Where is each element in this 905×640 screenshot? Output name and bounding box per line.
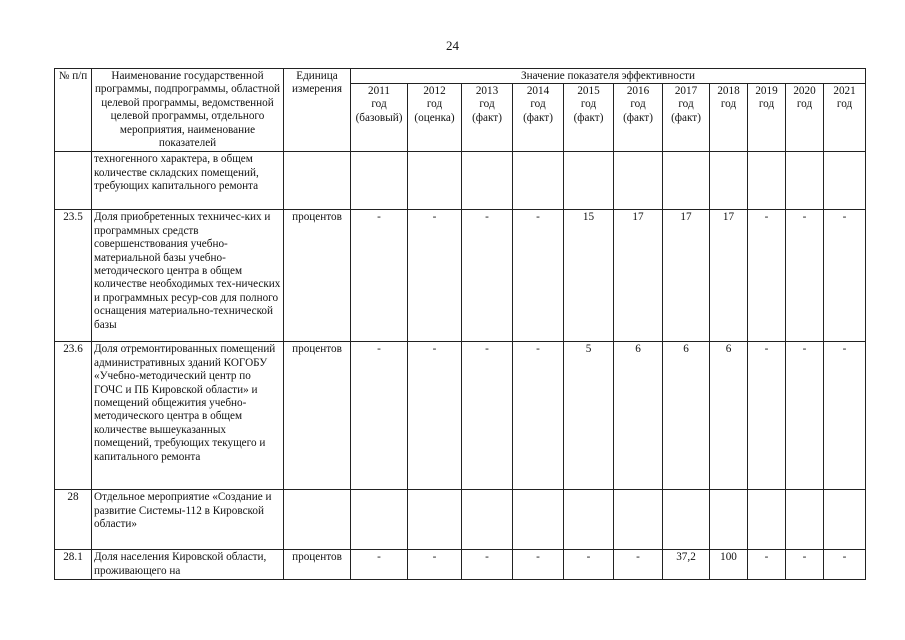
value-cell [462,152,513,210]
value-cell [564,490,614,550]
year-header-line: (факт) [623,111,653,124]
value-cell [786,490,824,550]
header-name: Наименование государственной программы, подпрограммы, областной целевой программы, ведомственной целевой программы, отдельного мероприятия, наименование показателей [92,69,284,152]
year-header-2021 [824,84,866,152]
value-cell: - [462,210,513,342]
year-header-line: (факт) [573,111,604,124]
value-cell: - [824,210,866,342]
value-cell: 37,2 [663,550,710,580]
header-num: № п/п [55,69,92,152]
year-header-line: (факт) [671,111,701,124]
indicator-name: Доля населения Кировской области, проживающего на [92,550,284,580]
value-cell: - [462,342,513,490]
year-header-line: 2018 [717,85,740,97]
header-values: Значение показателя эффективности [351,69,866,84]
value-cell: - [748,550,786,580]
value-cell: - [748,342,786,490]
value-cell [748,152,786,210]
year-header-2013 [462,84,513,152]
unit-of-measure: процентов [284,210,351,342]
row-number [55,152,92,210]
year-header-line: 2012 [423,85,446,97]
value-cell: 6 [614,342,663,490]
row-number: 28 [55,490,92,550]
value-cell: - [786,342,824,490]
indicator-name: Доля приобретенных техничес-ких и программных средств совершенствования учебно-материальной базы учебно-методического центра в общем количестве необходимых тех-нических и программных ресур-сов для полного оснащения материально-технической базы [92,210,284,342]
year-header-line: (факт) [472,111,502,124]
year-header-line: год [580,98,597,111]
year-header-line: год [371,98,387,111]
year-header-line: год [758,98,775,111]
value-cell [564,152,614,210]
value-cell: - [408,550,462,580]
unit-of-measure [284,152,351,210]
value-cell: 5 [564,342,614,490]
year-header-2016 [614,84,663,152]
table-row [55,342,866,490]
year-header-line: (оценка) [414,111,455,124]
value-cell: - [408,342,462,490]
year-header-line: 2011 [368,85,390,97]
year-header-line: 2019 [755,85,778,97]
value-cell: - [351,342,408,490]
value-cell [614,490,663,550]
value-cell: - [824,550,866,580]
year-header-line: (факт) [523,111,553,124]
year-header-2018 [710,84,748,152]
value-cell: - [462,550,513,580]
value-cell: - [564,550,614,580]
year-header-2012 [408,84,462,152]
value-cell: 6 [710,342,748,490]
year-header-line: год [836,98,853,111]
year-header-2019 [748,84,786,152]
value-cell: - [786,550,824,580]
year-header-line: год [796,98,813,111]
year-header-line: 2021 [833,85,856,97]
value-cell [513,490,564,550]
value-cell: - [786,210,824,342]
year-header-line: 2020 [793,85,816,97]
year-header-line: (базовый) [355,111,403,124]
row-number: 23.5 [55,210,92,342]
value-cell: - [513,210,564,342]
unit-of-measure: процентов [284,550,351,580]
value-cell: - [351,210,408,342]
indicator-name: Отдельное мероприятие «Создание и развитие Системы-112 в Кировской области» [92,490,284,550]
value-cell [408,490,462,550]
value-cell: - [408,210,462,342]
value-cell: - [513,342,564,490]
year-header-line: год [720,98,737,111]
value-cell [663,152,710,210]
year-header-2015 [564,84,614,152]
year-header-line: год [479,98,495,111]
year-header-line: 2015 [577,85,600,97]
year-header-2020 [786,84,824,152]
value-cell [663,490,710,550]
value-cell [408,152,462,210]
value-cell [786,152,824,210]
year-header-line: год [678,98,694,111]
year-header-line: 2013 [475,85,499,97]
value-cell [824,152,866,210]
value-cell: - [351,550,408,580]
row-number: 23.6 [55,342,92,490]
value-cell: - [614,550,663,580]
year-header-line: 2014 [526,85,550,97]
value-cell: - [748,210,786,342]
value-cell: 17 [663,210,710,342]
efficiency-indicators-table [54,68,866,580]
year-header-2011 [351,84,408,152]
unit-of-measure: процентов [284,342,351,490]
value-cell: 100 [710,550,748,580]
year-header-line: год [530,98,546,111]
value-cell [513,152,564,210]
value-cell [748,490,786,550]
table-row [55,152,866,210]
table-row [55,550,866,580]
value-cell [351,490,408,550]
value-cell [351,152,408,210]
table-row [55,490,866,550]
value-cell [710,490,748,550]
value-cell [824,490,866,550]
value-cell: 17 [614,210,663,342]
value-cell: 17 [710,210,748,342]
table-body [55,152,866,580]
year-header-line: год [630,98,646,111]
year-header-line: 2016 [626,85,650,97]
value-cell: - [824,342,866,490]
indicator-name: Доля отремонтированных помещений административных зданий КОГОБУ «Учебно-методический центр по ГОЧС и ПБ Кировской области» и помещений общежития учебно-методического центра в общем количестве вышеуказанных помещений, требующих текущего и капитального ремонта [92,342,284,490]
indicator-name: техногенного характера, в общем количестве складских помещений, требующих капитального ремонта [92,152,284,210]
year-header-line: 2017 [674,85,698,97]
value-cell [710,152,748,210]
value-cell [462,490,513,550]
year-header-line: год [426,98,443,111]
year-header-2014 [513,84,564,152]
header-unit: Единица измерения [284,69,351,152]
value-cell: 15 [564,210,614,342]
value-cell [614,152,663,210]
year-header-2017 [663,84,710,152]
value-cell: - [513,550,564,580]
page-number: 24 [446,38,459,53]
row-number: 28.1 [55,550,92,580]
unit-of-measure [284,490,351,550]
value-cell: 6 [663,342,710,490]
table-row [55,210,866,342]
